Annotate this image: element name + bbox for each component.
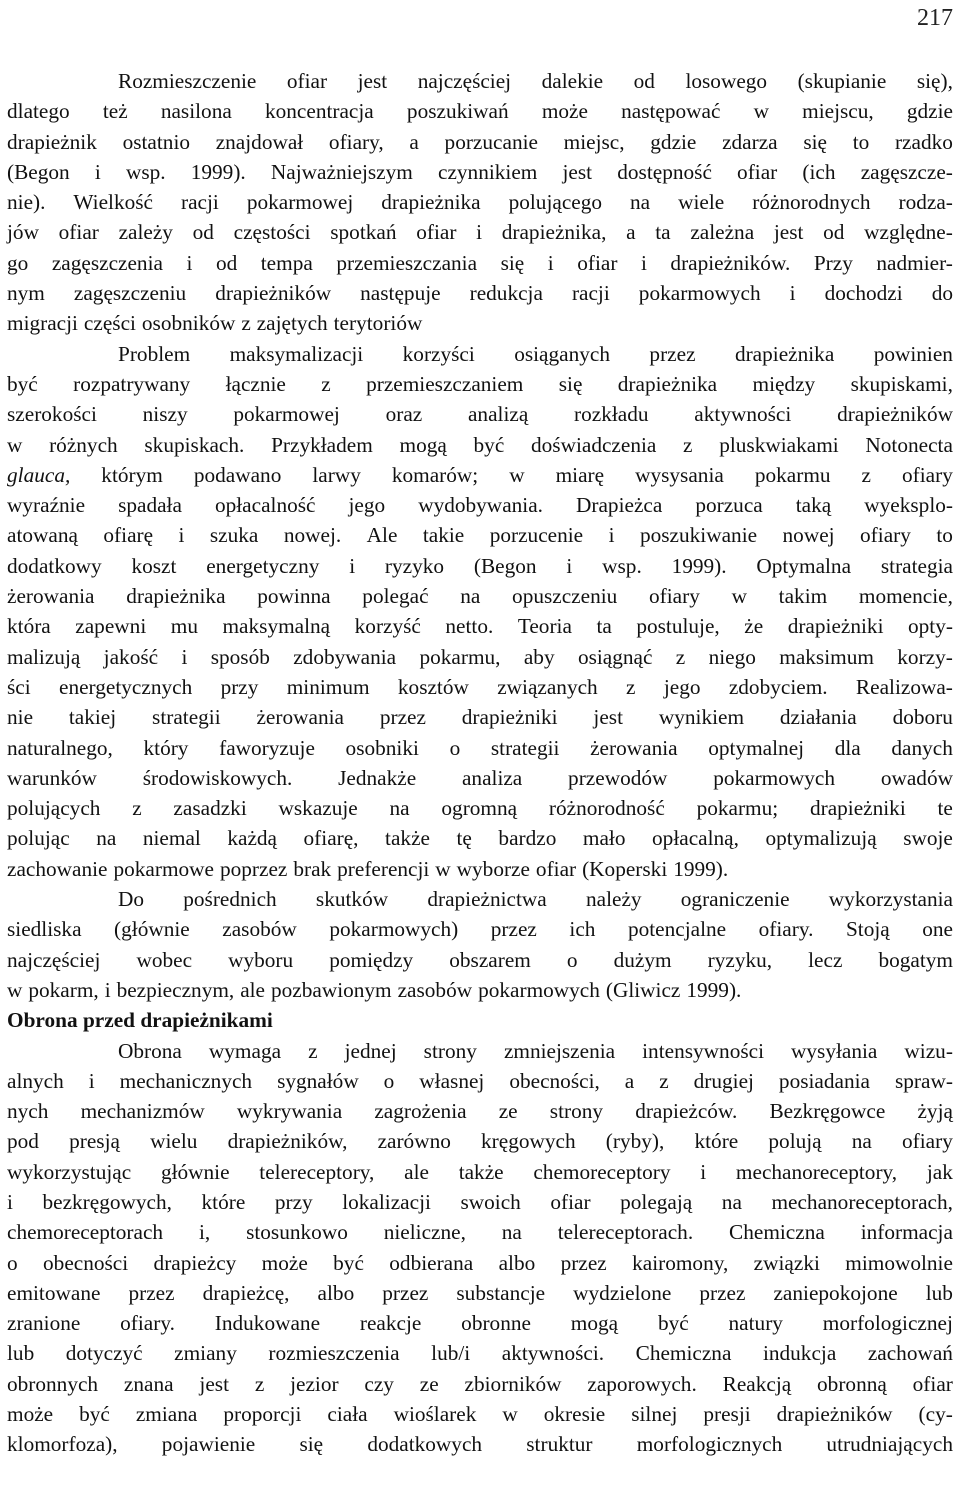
text-line: naturalnego, który faworyzuje osobniki o strategii żerowania optymalnej dla danych: [7, 735, 953, 760]
text-line: najczęściej wobec wyboru pomiędzy obszarem o dużym ryzyku, lecz bogatym: [7, 947, 953, 972]
text-line: (Begon i wsp. 1999). Najważniejszym czynnikiem jest dostępność ofiar (ich zagęszcze-: [7, 159, 953, 184]
text-line: pod presją wielu drapieżników, zarówno kręgowych (ryby), które polują na ofiary: [7, 1129, 953, 1154]
text-line: warunków środowiskowych. Jednakże analiza przewodów pokarmowych owadów: [7, 765, 953, 790]
text-line: glauca, którym podawano larwy komarów; w miarę wysysania pokarmu z ofiary: [7, 462, 953, 487]
text-line: szerokości niszy pokarmowej oraz analizą rozkładu aktywności drapieżników: [7, 402, 953, 427]
text-line: być rozpatrywany łącznie z przemieszczaniem się drapieżnika między skupiskami,: [7, 371, 953, 396]
text-line: nie). Wielkość racji pokarmowej drapieżnika polującego na wiele różnorodnych rodza-: [7, 190, 953, 215]
text-line: o obecności drapieżcy może być odbierana albo przez kairomony, związki mimowolnie: [7, 1250, 953, 1275]
text-line: klomorfoza), pojawienie się dodatkowych struktur morfologicznych utrudniających: [7, 1432, 953, 1457]
text-line: chemoreceptorach i, stosunkowo nieliczne, na telereceptorach. Chemiczna informacja: [7, 1220, 953, 1245]
text-line: żerowania drapieżnika powinna polegać na opuszczeniu ofiary w takim momencie,: [7, 584, 953, 609]
text-line: siedliska (głównie zasobów pokarmowych) przez ich potencjalne ofiary. Stoją one: [7, 917, 953, 942]
text-line: wykorzystując głównie telereceptory, ale także chemoreceptory i mechanoreceptory, jak: [7, 1159, 953, 1184]
text-line: ści energetycznych przy minimum kosztów związanych z jego zdobyciem. Realizowa-: [7, 674, 953, 699]
text-line: nie takiej strategii żerowania przez drapieżniki jest wynikiem działania doboru: [7, 705, 953, 730]
text-line: polujących z zasadzki wskazuje na ogromną różnorodność pokarmu; drapieżniki te: [7, 796, 953, 821]
text-line: dlatego też nasilona koncentracja poszukiwań może następować w miejscu, gdzie: [7, 99, 953, 124]
text-line: jów ofiar zależy od częstości spotkań ofiar i drapieżnika, a ta zależna jest od względne-: [7, 220, 953, 245]
text-line: Rozmieszczenie ofiar jest najczęściej dalekie od losowego (skupianie się),: [118, 69, 953, 93]
text-line: może być zmiana proporcji ciała wioślarek w okresie silnej presji drapieżników (cy-: [7, 1402, 953, 1427]
text-line: i bezkręgowych, które przy lokalizacji swoich ofiar polegają na mechanoreceptorach,: [7, 1189, 953, 1214]
text-line: zachowanie pokarmowe poprzez brak preferencji w wyborze ofiar (Koperski 1999).: [7, 856, 729, 881]
text-line: dodatkowy koszt energetyczny i ryzyko (Begon i wsp. 1999). Optymalna strategia: [7, 553, 953, 578]
text-line: nym zagęszczeniu drapieżników następuje redukcja racji pokarmowych i dochodzi do: [7, 281, 953, 306]
text-line: alnych i mechanicznych sygnałów o własnej obecności, a z drugiej posiadania spraw-: [7, 1068, 953, 1093]
text-line: atowaną ofiarę i szuka nowej. Ale takie porzucenie i poszukiwanie nowej ofiary to: [7, 523, 953, 548]
section-heading: Obrona przed drapieżnikami: [7, 1008, 273, 1033]
text-line: migracji części osobników z zajętych terytoriów: [7, 311, 423, 336]
text-line: wyraźnie spadała opłacalność jego wydobywania. Drapieżca porzuca taką wyeksplo-: [7, 493, 953, 518]
text-line: malizują jakość i sposób zdobywania pokarmu, aby osiągnąć z niego maksimum korzy-: [7, 644, 953, 669]
text-line: Problem maksymalizacji korzyści osiąganych przez drapieżnika powinien: [118, 341, 953, 366]
text-line: polując na niemal każdą ofiarę, także tę bardzo mało opłacalną, optymalizują swoje: [7, 826, 953, 851]
text-line: nych mechanizmów wykrywania zagrożenia ze strony drapieżców. Bezkręgowce żyją: [7, 1099, 953, 1124]
page-number: 217: [917, 5, 953, 31]
text-line: Do pośrednich skutków drapieżnictwa należy ograniczenie wykorzystania: [118, 887, 953, 912]
text-line: drapieżnik ostatnio znajdował ofiary, a porzucanie miejsc, gdzie zdarza się to rzadko: [7, 129, 953, 154]
text-line: go zagęszczenia i od tempa przemieszczania się i ofiar i drapieżników. Przy nadmier-: [7, 250, 953, 275]
text-line: która zapewni mu maksymalną korzyść netto. Teoria ta postuluje, że drapieżniki opty-: [7, 614, 953, 639]
document-page: [7, 0, 953, 1497]
text-line: emitowane przez drapieżcę, albo przez substancje wydzielone przez zaniepokojone lub: [7, 1280, 953, 1305]
text-line: Obrona wymaga z jednej strony zmniejszenia intensywności wysyłania wizu-: [118, 1038, 953, 1063]
text-line: lub dotyczyć zmiany rozmieszczenia lub/i aktywności. Chemiczna indukcja zachowań: [7, 1341, 953, 1366]
document-body: [7, 66, 953, 1460]
text-line: w pokarm, i bezpiecznym, ale pozbawionym zasobów pokarmowych (Gliwicz 1999).: [7, 977, 742, 1002]
text-line: zranione ofiary. Indukowane reakcje obronne mogą być natury morfologicznej: [7, 1311, 953, 1336]
text-line: w różnych skupiskach. Przykładem mogą być doświadczenia z pluskwiakami Notonecta: [7, 432, 953, 457]
text-line: obronnych znana jest z jezior czy ze zbiorników zaporowych. Reakcją obronną ofiar: [7, 1371, 953, 1396]
